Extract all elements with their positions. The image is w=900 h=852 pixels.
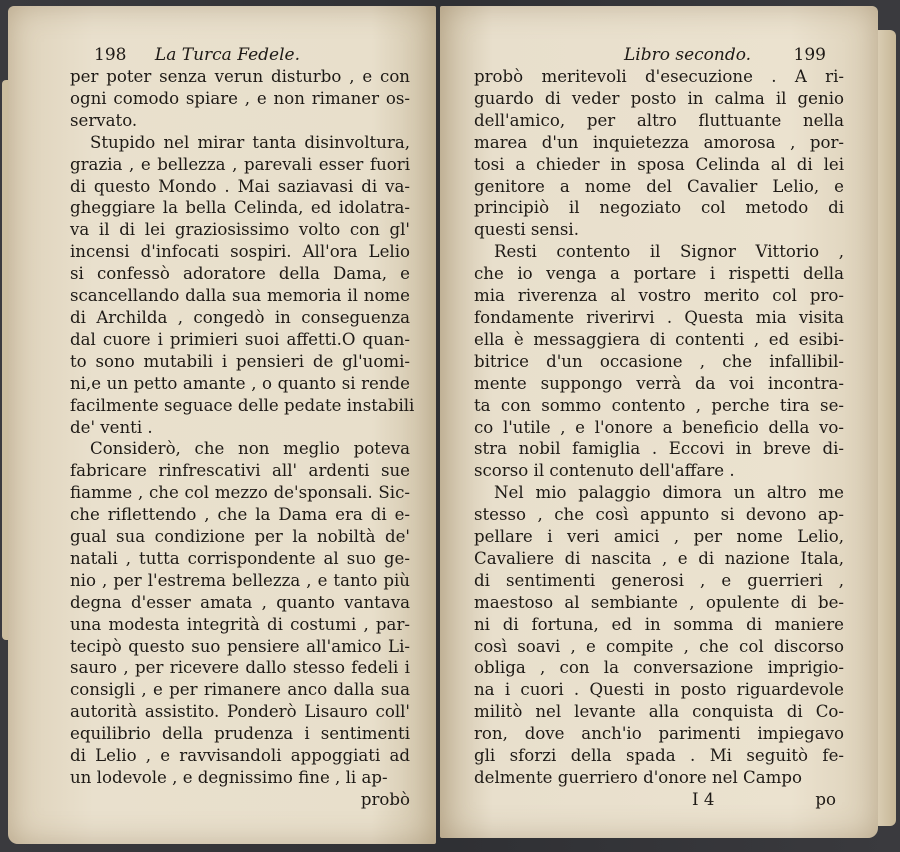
text-line: ella è messaggiera di contenti , ed esibi- (474, 329, 844, 349)
text-line: servato. (70, 110, 138, 130)
text-line: ogni comodo spiare , e non rimaner os- (70, 88, 410, 108)
text-line: Cavaliere di nascita , e di nazione Itala, (474, 548, 844, 568)
text-line: autorità assistito. Ponderò Lisauro coll' (70, 702, 410, 722)
text-line: to sono mutabili i pensieri de gl'uomi- (70, 351, 410, 371)
text-line: gual sua condizione per la nobiltà de' (70, 527, 410, 547)
text-line: probò meritevoli d'esecuzione . A ri- (474, 67, 844, 86)
text-line: incensi d'infocati sospiri. All'ora Lelio (70, 242, 410, 262)
left-page-number: 198 (94, 45, 127, 65)
text-line: fabricare rinfrescativi all' ardenti sue (70, 461, 410, 481)
left-running-head: La Turca Fedele. (154, 45, 300, 65)
text-line: mente suppongo verrà da voi incontra- (474, 373, 844, 393)
text-line: de' venti . (70, 417, 153, 437)
text-line: Stupido nel mirar tanta disinvoltura, (90, 132, 410, 152)
text-line: ron, dove anch'io parimenti impiegavo (474, 724, 844, 744)
text-line: tosi a chieder in sposa Celinda al di lei (474, 154, 844, 174)
text-line: mia riverenza al vostro merito col pro- (474, 286, 844, 306)
text-line: un lodevole , e degnissimo fine , li ap- (70, 768, 388, 787)
text-line: genitore a nome del Cavalier Lelio, e (474, 176, 844, 196)
text-line: nio , per l'estrema bellezza , e tanto più (70, 570, 410, 590)
text-line: Considerò, che non meglio poteva (90, 439, 410, 459)
left-page (8, 6, 436, 844)
text-line: marea d'un inquietezza amorosa , por- (474, 132, 844, 152)
text-line: gli sforzi della spada . Mi seguitò fe- (474, 746, 844, 766)
text-line: bitrice d'un occasione , che infallibil- (474, 351, 844, 371)
text-line: delmente guerriero d'onore nel Campo (474, 768, 802, 787)
text-line: che riflettendo , che la Dama era di e- (70, 505, 410, 525)
text-line: va il di lei graziosissimo volto con gl' (70, 220, 410, 240)
text-line: Nel mio palaggio dimora un altro me (494, 483, 844, 503)
text-line: di sentimenti generosi , e guerrieri , (474, 570, 844, 590)
right-page-footer (474, 789, 844, 811)
right-page-text (474, 66, 844, 789)
text-line: grazia , e bellezza , parevali esser fuori (70, 154, 410, 174)
text-line: obliga , con la conversazione imprigio- (474, 658, 844, 678)
right-running-head: Libro secondo. (624, 45, 752, 65)
text-line: di Archilda , congedò in conseguenza (70, 307, 410, 327)
text-line: principiò il negoziato col metodo di (474, 198, 844, 218)
right-page-header (624, 44, 826, 66)
text-line: che io venga a portare i rispetti della (474, 264, 844, 284)
text-line: Resti contento il Signor Vittorio , (494, 242, 844, 262)
text-line: fiamme , che col mezzo de'sponsali. Sic- (70, 483, 410, 503)
text-line: ni,e un petto amante , o quanto si rende (70, 373, 410, 393)
text-line: equilibrio della prudenza i sentimenti (70, 724, 410, 744)
text-line: dell'amico, per altro fluttuante nella (474, 110, 844, 130)
text-line: sauro , per ricevere dallo stesso fedeli i (70, 658, 410, 678)
text-line: così soavi , e compite , che col discorso (474, 636, 844, 656)
text-line: natali , tutta corrispondente al suo ge- (70, 548, 410, 568)
text-line: pellare i veri amici , per nome Lelio, (474, 527, 844, 547)
text-line: ta con sommo contento , perche tira se- (474, 395, 844, 415)
text-line: di Lelio , e ravvisandoli appoggiati ad (70, 746, 410, 766)
text-line: una modesta integrità di costumi , par- (70, 614, 410, 634)
text-line: consigli , e per rimanere anco dalla sua (70, 680, 410, 700)
text-line: scancellando dalla sua memoria il nome (70, 286, 410, 306)
text-line: tecipò questo suo pensiere all'amico Li- (70, 636, 410, 656)
text-line: militò nel levante alla conquista di Co- (474, 702, 844, 722)
left-page-text (70, 66, 415, 789)
text-line: fondamente riverirvi . Questa mia visita (474, 307, 844, 327)
text-line: scorso il contenuto dell'affare . (474, 461, 735, 481)
text-line: si confessò adoratore della Dama, e (70, 264, 410, 284)
left-catchword: probò (360, 789, 410, 809)
text-line: di questo Mondo . Mai saziavasi di va- (70, 176, 410, 196)
text-line: dal cuore i primieri suoi affetti.O quan- (70, 329, 410, 349)
text-line: na i cuori . Questi in posto riguardevole (474, 680, 844, 700)
text-line: degna d'esser amata , quanto vantava (70, 592, 410, 612)
text-line: stesso , che così appunto si devono ap- (474, 505, 844, 525)
text-line: gheggiare la bella Celinda, ed idolatra- (70, 198, 410, 218)
text-line: questi sensi. (474, 220, 580, 240)
text-line: stra nobil famiglia . Eccovi in breve di- (474, 439, 844, 459)
text-line: facilmente seguace delle pedate instabili (70, 395, 415, 415)
text-line: maestoso al sembiante , opulente di be- (474, 592, 844, 612)
text-line: co l'utile , e l'onore a beneficio della vo- (474, 417, 844, 437)
text-line: guardo di veder posto in calma il genio (474, 88, 844, 108)
signature-mark: I 4 (692, 789, 715, 809)
right-page (440, 6, 878, 838)
right-page-number: 199 (793, 45, 826, 65)
right-catchword: po (815, 789, 836, 809)
text-line: per poter senza verun disturbo , e con (70, 67, 410, 86)
right-page-edge (878, 30, 896, 826)
text-line: ni di fortuna, ed in somma di maniere (474, 614, 844, 634)
left-page-header (94, 44, 300, 66)
